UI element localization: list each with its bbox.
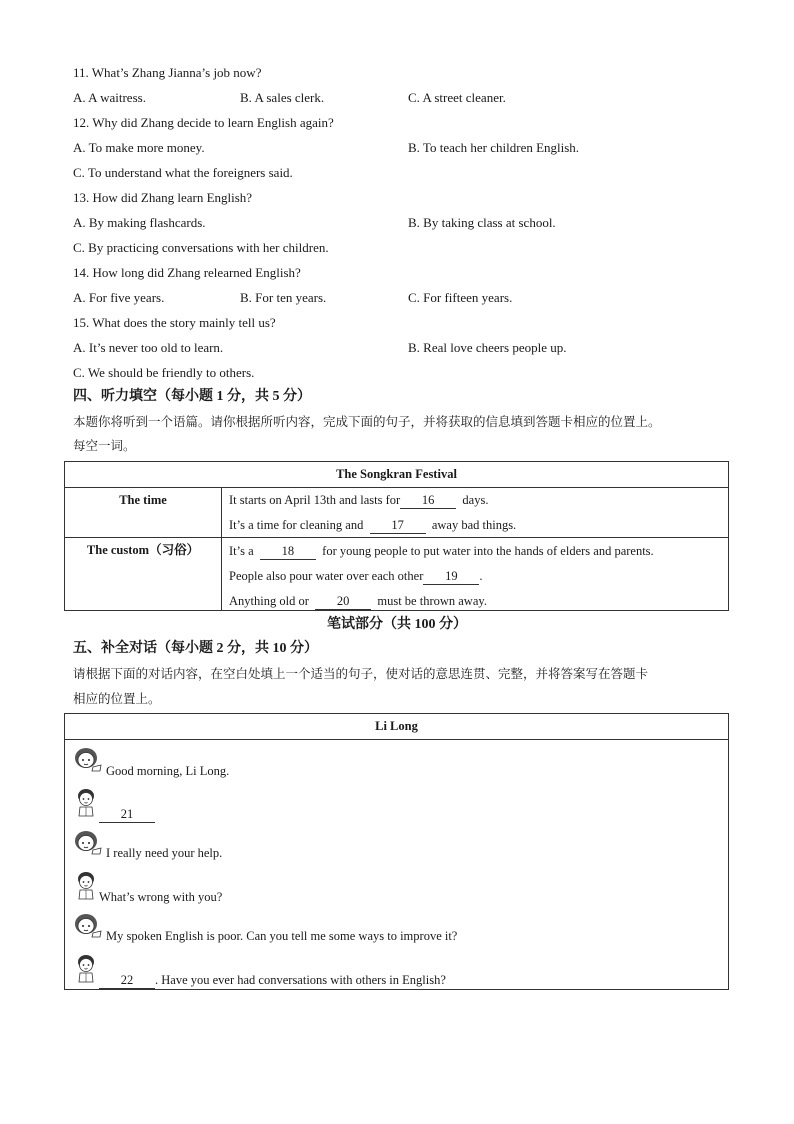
section5-heading: 五、补全对话（每小题 2 分，共 10 分） [73,641,318,656]
row1-text-before: It starts on April 13th and lasts for [229,493,401,507]
q13-option-a: A. By making flashcards. [73,215,206,230]
question-13: 13. How did Zhang learn English? [73,190,253,205]
table-divider [221,487,222,611]
q13-option-c: C. By practicing conversations with her children. [73,240,329,255]
blank-20: 20 [315,593,371,610]
blank-21: 21 [99,806,155,823]
q12-option-c: C. To understand what the foreigners said. [73,165,293,180]
label-the-custom: The custom（习俗） [86,543,200,557]
q15-option-a: A. It’s never too old to learn. [73,340,224,355]
dialogue-line-4: What’s wrong with you? [99,890,223,904]
section4-heading: 四、听力填空（每小题 1 分，共 5 分） [73,389,311,404]
q11-option-a: A. A waitress. [73,90,146,105]
girl-avatar-icon [73,745,103,775]
q12-option-a: A. To make more money. [73,140,205,155]
row4-text-after: . [479,569,483,583]
blank-17: 17 [370,517,426,534]
blank-19: 19 [423,568,479,585]
row3-text-after: for young people to put water into the hands of elders and parents. [322,544,654,558]
table-row-5 [229,591,487,611]
table-divider [65,537,728,538]
girl-avatar-icon [73,828,103,858]
section5-instruction-2: 相应的位置上。 [73,692,161,706]
girl-avatar-icon [73,911,103,941]
q14-option-b: B. For ten years. [240,290,327,305]
q11-option-b: B. A sales clerk. [240,90,325,105]
q13-option-b: B. By taking class at school. [408,215,556,230]
blank-22: 22 [99,972,155,989]
question-14: 14. How long did Zhang relearned English? [73,265,301,280]
q11-option-c: C. A street cleaner. [408,90,506,105]
question-12: 12. Why did Zhang decide to learn English again? [73,115,334,130]
table-row-1 [229,490,488,510]
section4-instruction-1: 本题你将听到一个语篇。请你根据所听内容，完成下面的句子，并将获取的信息填到答题卡相应的位置上。 [73,415,661,429]
row2-text-before: It’s a time for cleaning and [229,518,364,532]
table-row-2 [229,515,516,535]
songkran-table-title: The Songkran Festival [65,462,728,488]
q14-option-a: A. For five years. [73,290,165,305]
blank-16: 16 [400,492,456,509]
row1-text-after: days. [462,493,489,507]
dialogue-table [64,713,729,990]
songkran-table [64,461,729,611]
row5-text-after: must be thrown away. [377,594,487,608]
question-11: 11. What’s Zhang Jianna’s job now? [73,65,262,80]
q15-option-c: C. We should be friendly to others. [73,365,255,380]
dialogue-line-2 [99,804,155,824]
table-row-4 [229,566,483,586]
dialogue-line-6 [99,970,446,990]
q15-option-b: B. Real love cheers people up. [408,340,567,355]
dialogue-line-6-text: . Have you ever had conversations with others in English? [155,973,446,987]
dialogue-table-title: Li Long [65,714,728,740]
row2-text-after: away bad things. [431,518,517,532]
dialogue-line-3: I really need your help. [106,846,223,860]
question-15: 15. What does the story mainly tell us? [73,315,276,330]
row4-text-before: People also pour water over each other [229,569,424,583]
written-part-heading: 笔试部分（共 100 分） [327,617,467,632]
q14-option-c: C. For fifteen years. [408,290,513,305]
blank-18: 18 [260,543,316,560]
row5-text-before: Anything old or [229,594,309,608]
label-the-time: The time [119,493,167,507]
row3-text-before: It’s a [229,544,254,558]
dialogue-line-1: Good morning, Li Long. [106,764,230,778]
dialogue-line-5: My spoken English is poor. Can you tell me some ways to improve it? [106,929,458,943]
q12-option-b: B. To teach her children English. [408,140,580,155]
table-row-3 [229,541,654,561]
section5-instruction-1: 请根据下面的对话内容，在空白处填上一个适当的句子，使对话的意思连贯、完整，并将答案写在答题卡 [73,667,649,681]
section4-instruction-2: 每空一词。 [73,439,136,453]
